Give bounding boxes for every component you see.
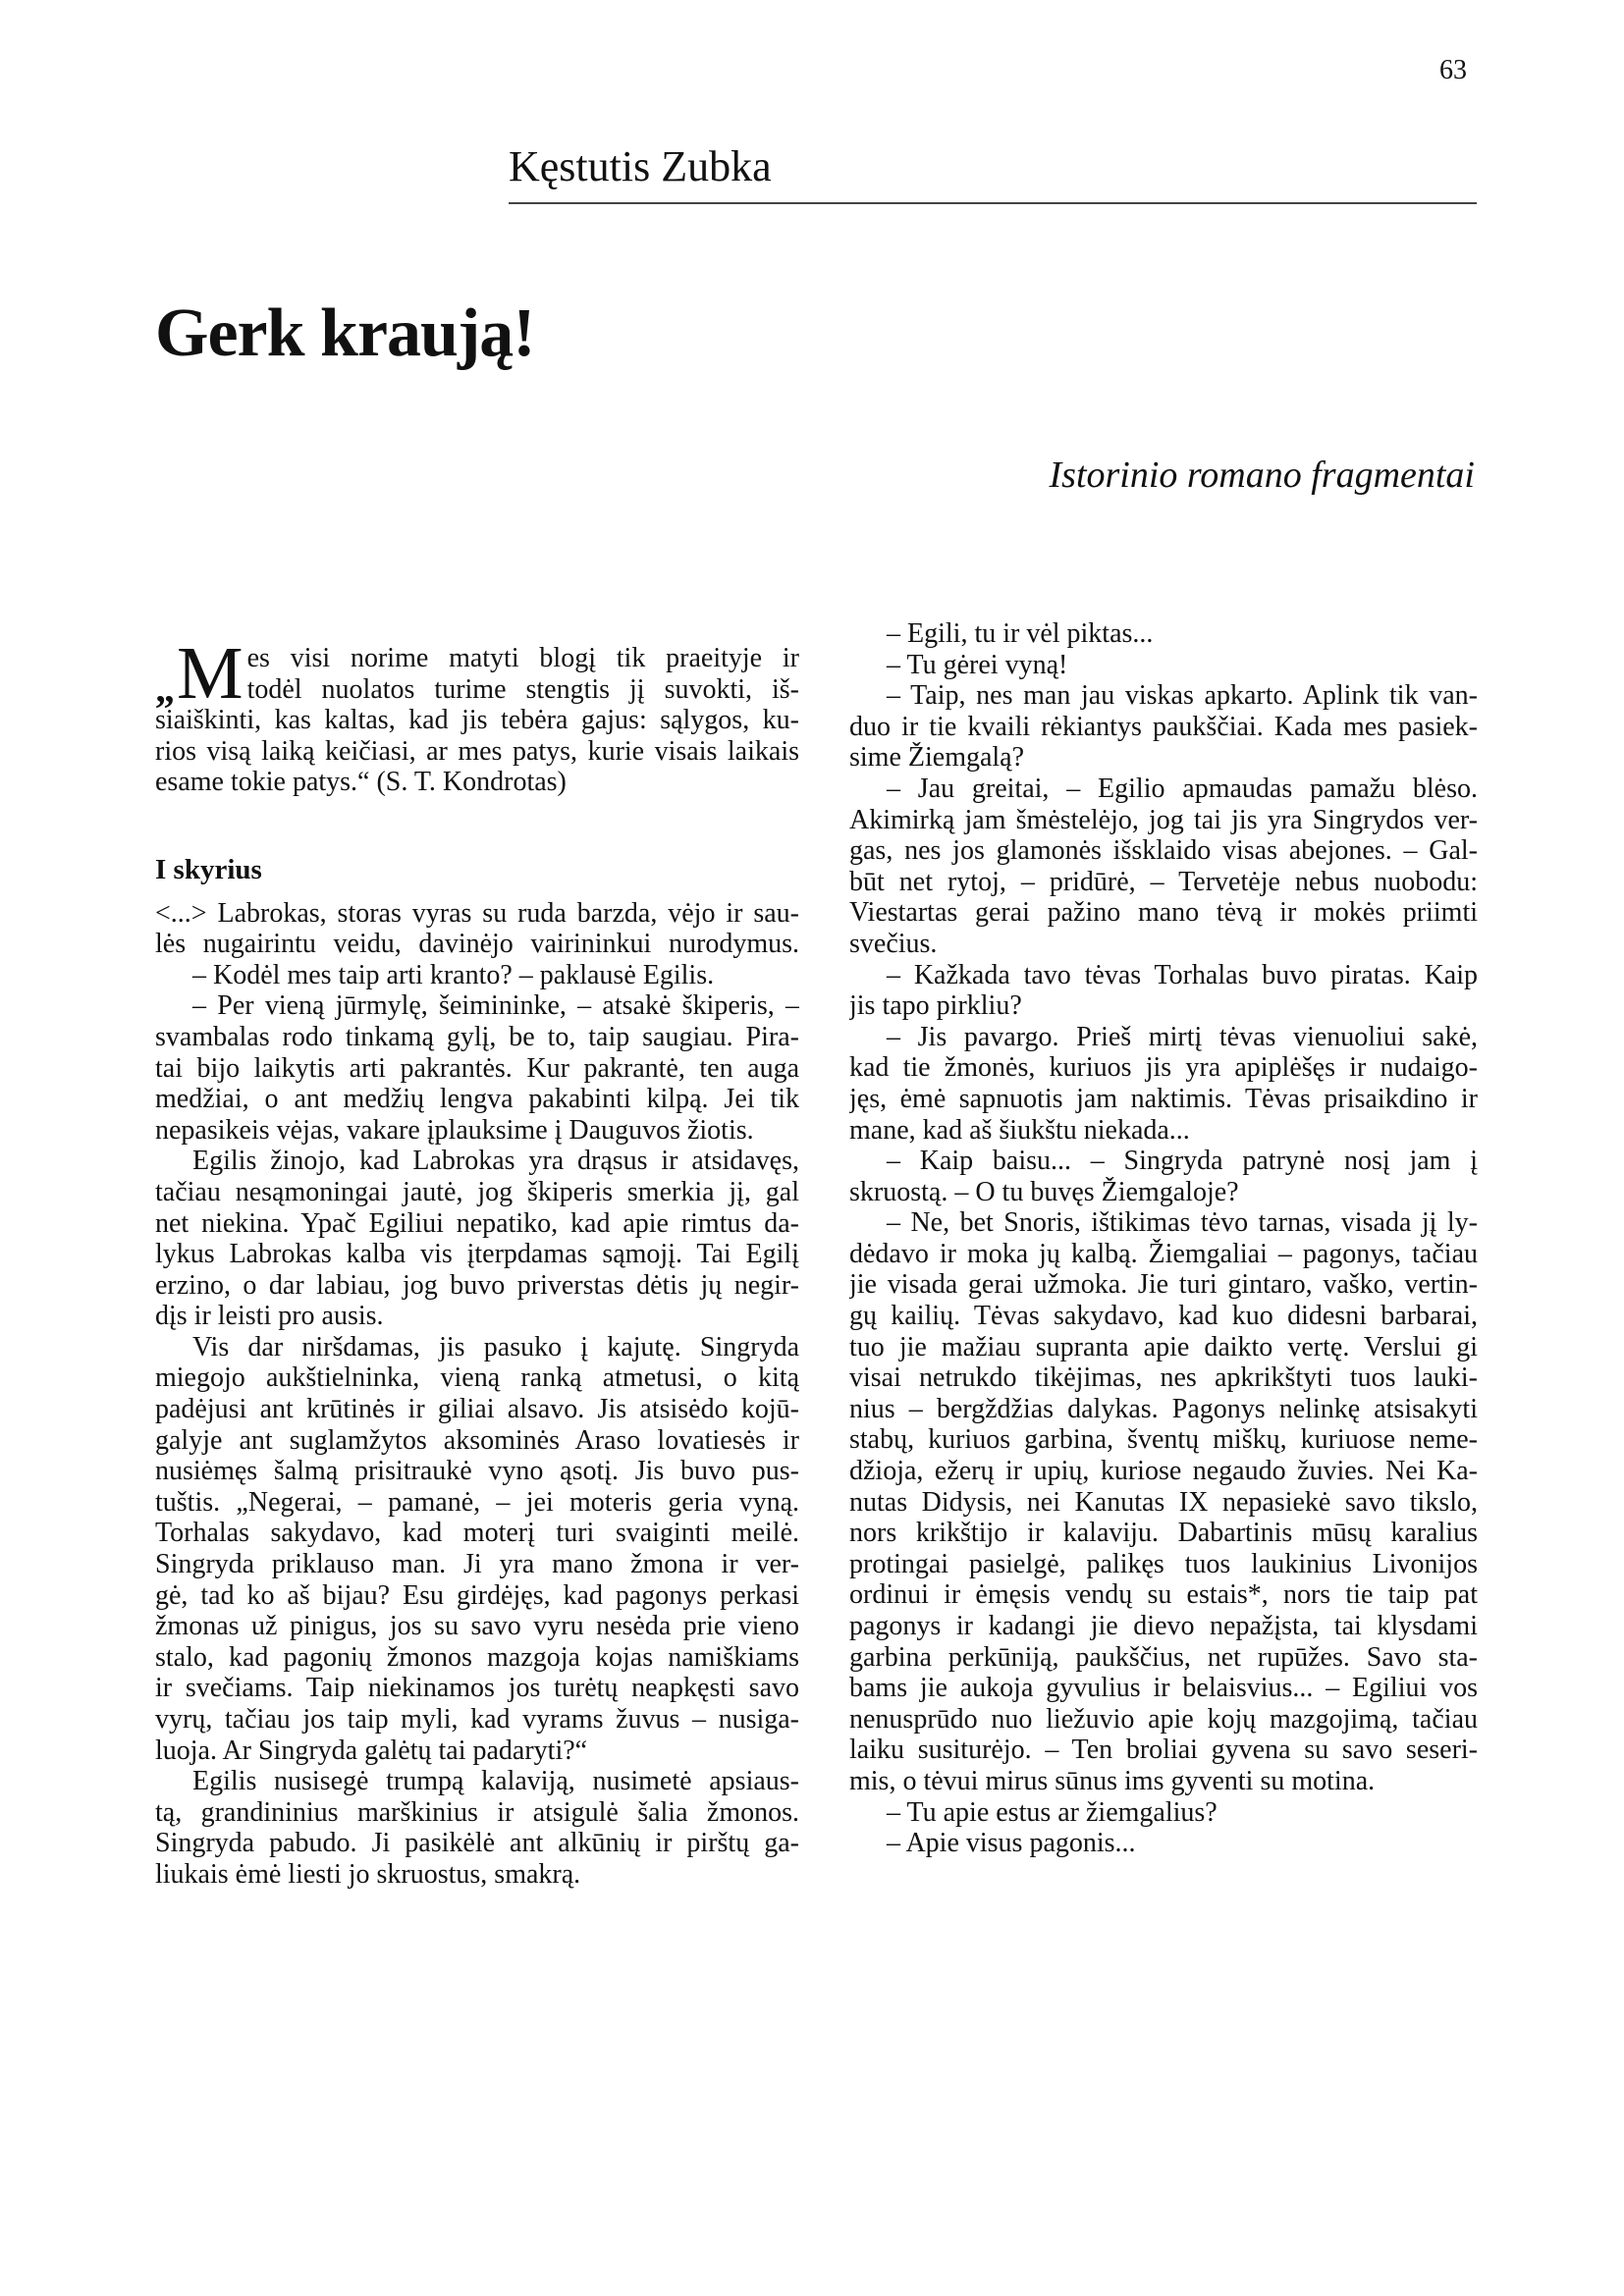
text-line: mane, kad aš šiukštu niekada... bbox=[849, 1114, 1190, 1146]
text-line: garbina perkūniją, paukščius, net rupūžes. Savo sta- bbox=[849, 1641, 1478, 1673]
text-line: skruostą. – O tu buvęs Žiemgaloje? bbox=[849, 1176, 1239, 1207]
text-line: nusiėmęs šalmą prisitraukė vyno ąsotį. Jis buvo pus- bbox=[155, 1456, 799, 1487]
text-line: liukais ėmė liesti jo skruostus, smakrą. bbox=[155, 1858, 581, 1890]
text-line: duo ir tie kvaili rėkiantys paukščiai. Kada mes pasiek- bbox=[849, 711, 1478, 742]
text-line: jęs, ėmė sapnuotis jam naktimis. Tėvas prisaikdino ir bbox=[849, 1083, 1478, 1114]
text-line: protingai pasielgė, palikęs tuos laukinius Livonijos bbox=[849, 1548, 1478, 1579]
text-line: – Kaip baisu... – Singryda patrynė nosį jam į bbox=[887, 1146, 1478, 1177]
epigraph-first-lines bbox=[247, 643, 799, 705]
left-column-body bbox=[155, 898, 799, 1891]
text-line: mis, o tėvui mirus sūnus ims gyventi su motina. bbox=[849, 1765, 1376, 1796]
text-line: svambalas rodo tinkamą gylį, be to, taip saugiau. Pira- bbox=[155, 1021, 799, 1052]
text-line: nutas Didysis, nei Kanutas IX nepasiekė savo tikslo, bbox=[849, 1486, 1478, 1518]
text-line: gė, tad ko aš bijau? Esu girdėjęs, kad pagonys perkasi bbox=[155, 1579, 799, 1611]
text-line: miegojo aukštielninka, vieną ranką atmetusi, o kitą bbox=[155, 1362, 799, 1394]
article-subtitle: Istorinio romano fragmentai bbox=[1049, 454, 1475, 496]
text-line: lykus Labrokas kalba vis įterpdamas sąmojį. Tai Egilį bbox=[155, 1239, 799, 1270]
text-line: nors krikštijo ir kalaviju. Dabartinis mūsų karalius bbox=[849, 1518, 1478, 1549]
text-line: Akimirką jam šmėstelėjo, jog tai jis yra Singrydos ver- bbox=[849, 804, 1478, 835]
text-line: Vis dar niršdamas, jis pasuko į kajutę. Singryda bbox=[192, 1331, 799, 1362]
text-line: tuo jie mažiau supranta apie daikto vertę. Verslui gi bbox=[849, 1331, 1478, 1362]
epigraph-line: esame tokie patys.“ (S. T. Kondrotas) bbox=[155, 767, 567, 798]
article-title: Gerk kraują! bbox=[155, 295, 535, 371]
right-column bbox=[849, 618, 1478, 1859]
left-column bbox=[155, 632, 799, 1891]
text-line: erzino, o dar labiau, jog buvo priverstas dėtis jų negir- bbox=[155, 1269, 799, 1301]
text-line: – Tu apie estus ar žiemgalius? bbox=[887, 1796, 1218, 1828]
right-column-body bbox=[849, 618, 1478, 1859]
text-line: Singryda pabudo. Ji pasikėlė ant alkūnių ir pirštų ga- bbox=[155, 1828, 799, 1859]
text-line: Singryda priklauso man. Ji yra mano žmona ir ver- bbox=[155, 1549, 799, 1580]
text-line: – Tu gėrei vyną! bbox=[887, 649, 1068, 680]
text-line: žmonas už pinigus, jos su savo vyru nesėda prie vieno bbox=[155, 1611, 799, 1642]
text-line: – Egili, tu ir vėl piktas... bbox=[887, 618, 1154, 649]
epigraph bbox=[155, 632, 799, 798]
text-line: vyrų, tačiau jos taip myli, kad vyrams žuvus – nusiga- bbox=[155, 1704, 799, 1735]
text-line: nepasikeis vėjas, vakare įplauksime į Dauguvos žiotis. bbox=[155, 1114, 754, 1146]
text-line: – Ne, bet Snoris, ištikimas tėvo tarnas, visada jį ly- bbox=[887, 1207, 1478, 1239]
text-line: Egilis nusisegė trumpą kalaviją, nusimetė apsiaus- bbox=[192, 1766, 799, 1797]
text-line: – Apie visus pagonis... bbox=[887, 1828, 1136, 1859]
text-line: luoja. Ar Singryda galėtų tai padaryti?“ bbox=[155, 1735, 588, 1766]
text-line: tačiau nesąmoningai jautė, jog škiperis smerkia jį, gal bbox=[155, 1176, 799, 1207]
epigraph-line: es visi norime matyti blogį tik praeityje ir bbox=[246, 643, 799, 673]
text-line: – Jau greitai, – Egilio apmaudas pamažu blėso. bbox=[887, 773, 1478, 804]
epigraph-open-quote: „ bbox=[155, 667, 175, 712]
text-line: bams jie aukoja gyvulius ir belaisvius... – Egiliui vos bbox=[849, 1673, 1478, 1704]
text-line: galyje ant suglamžytos aksominės Araso lovatiesės ir bbox=[155, 1424, 799, 1456]
author-name: Kęstutis Zubka bbox=[509, 142, 772, 190]
text-line: laiku susiturėjo. – Ten broliai gyvena su savo seseri- bbox=[849, 1735, 1478, 1766]
text-line: tai bijo laikytis arti pakrantės. Kur pakrantė, ten auga bbox=[155, 1052, 799, 1084]
text-line: lės nugairintu veidu, davinėjo vairininkui nurodymus. bbox=[155, 929, 799, 960]
text-line: padėjusi ant krūtinės ir giliai alsavo. Jis atsisėdo kojū- bbox=[155, 1394, 799, 1425]
text-line: Egilis žinojo, kad Labrokas yra drąsus ir atsidavęs, bbox=[192, 1146, 799, 1177]
text-line: – Per vieną jūrmylę, šeimininke, – atsakė škiperis, – bbox=[192, 990, 799, 1022]
epigraph-line: siaiškinti, kas kaltas, kad jis tebėra gajus: sąlygos, ku- bbox=[155, 705, 799, 736]
text-line: nius – bergždžias dalykas. Pagonys nelinkę atsisakyti bbox=[849, 1393, 1478, 1424]
text-line: tą, grandininius marškinius ir atsigulė šalia žmonos. bbox=[155, 1796, 799, 1828]
text-line: tuštis. „Negerai, – pamanė, – jei moteris geria vyną. bbox=[155, 1486, 799, 1518]
text-line: džioja, ežerų ir upių, kuriose negaudo žuvies. Nei Ka- bbox=[849, 1456, 1478, 1487]
text-line: svečius. bbox=[849, 928, 938, 959]
text-line: gas, nes jos glamonės išsklaido visas abejones. – Gal- bbox=[849, 835, 1478, 867]
text-line: jie visada gerai užmoka. Jie turi gintaro, vaško, vertin- bbox=[849, 1269, 1478, 1301]
text-line: – Kažkada tavo tėvas Torhalas buvo piratas. Kaip bbox=[887, 959, 1478, 990]
epigraph-first-lines-row bbox=[155, 632, 799, 715]
text-line: – Jis pavargo. Prieš mirtį tėvas vienuoliui sakė, bbox=[887, 1021, 1478, 1052]
spacer bbox=[155, 798, 799, 855]
text-line: medžiai, o ant medžių lengva pakabinti kilpą. Jei tik bbox=[155, 1084, 799, 1115]
text-line: stabų, kuriuos garbina, šventų miškų, kuriuose neme- bbox=[849, 1424, 1478, 1456]
text-line: – Kodėl mes taip arti kranto? – paklausė Egilis. bbox=[192, 959, 715, 990]
text-line: visai netrukdo tikėjimas, nes apkrikštyti tuos lauki- bbox=[849, 1362, 1478, 1394]
page-number: 63 bbox=[1439, 55, 1467, 85]
text-line: ir svečiams. Taip niekinamos jos turėtų neapkęsti savo bbox=[155, 1673, 799, 1704]
text-line: pagonys ir kadangi jie dievo nepažįsta, tai klysdami bbox=[849, 1611, 1478, 1641]
text-line: būt net rytoj, – pridūrė, – Tervetėje nebus nuobodu: bbox=[849, 866, 1478, 897]
author-divider bbox=[509, 202, 1477, 204]
text-line: jis tapo pirkliu? bbox=[849, 990, 1022, 1022]
epigraph-initial bbox=[155, 632, 244, 715]
epigraph-line: rios visą laiką keičiasi, ar mes patys, kurie visais laikais bbox=[155, 735, 799, 767]
text-line: – Taip, nes man jau viskas apkarto. Aplink tik van- bbox=[887, 680, 1478, 712]
text-line: dįs ir leisti pro ausis. bbox=[155, 1301, 384, 1332]
text-line: dėdavo ir moka jų kalbą. Žiemgaliai – pagonys, tačiau bbox=[849, 1238, 1478, 1269]
text-line: <...> Labrokas, storas vyras su ruda barzda, vėjo ir sau- bbox=[155, 897, 799, 929]
text-line: Torhalas sakydavo, kad moterį turi svaiginti meilė. bbox=[155, 1518, 799, 1549]
epigraph-line: todėl nuolatos turime stengtis jį suvokti, iš- bbox=[246, 673, 799, 705]
text-line: stalo, kad pagonių žmonos mazgoja kojas namiškiams bbox=[155, 1641, 799, 1673]
text-line: net niekina. Ypač Egiliui nepatiko, kad apie rimtus da- bbox=[155, 1207, 799, 1239]
text-line: nenusprūdo nuo liežuvio apie kojų mazgojimą, tačiau bbox=[849, 1703, 1478, 1735]
text-line: gų kailių. Tėvas sakydavo, kad kuo didesni barbarai, bbox=[849, 1301, 1478, 1332]
text-line: ordinui ir ėmęsis vendų su estais*, nors tie taip pat bbox=[849, 1579, 1478, 1611]
text-line: kad tie žmonės, kuriuos jis yra apiplėšęs ir nudaigo- bbox=[849, 1052, 1478, 1084]
spacer bbox=[155, 886, 799, 898]
chapter-heading: I skyrius bbox=[155, 853, 262, 885]
text-line: sime Žiemgalą? bbox=[849, 742, 1025, 774]
text-line: Viestartas gerai pažino mano tėvą ir mokės priimti bbox=[849, 897, 1478, 929]
epigraph-dropcap: M bbox=[177, 632, 244, 715]
